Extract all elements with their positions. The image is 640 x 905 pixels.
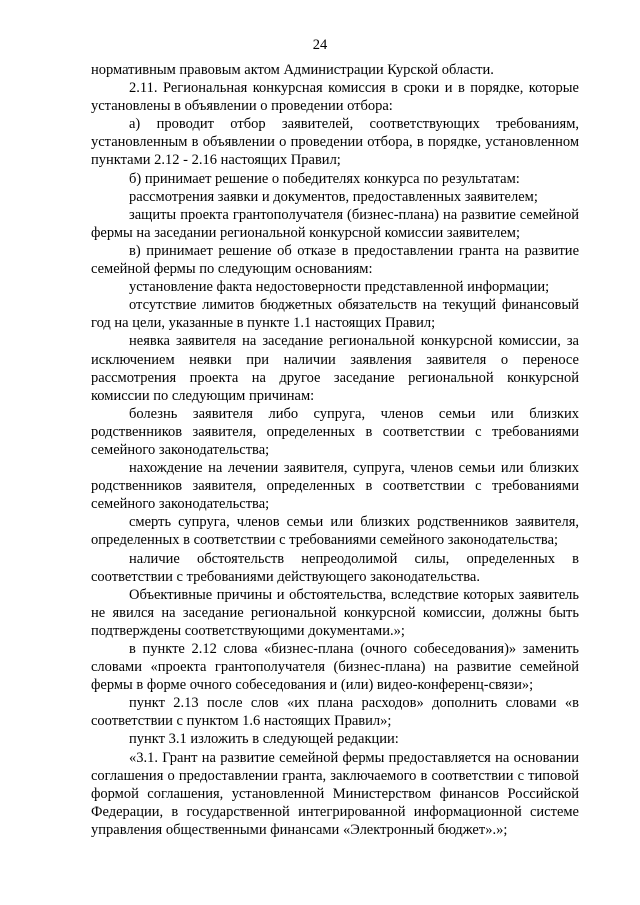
- paragraph-ground-2: отсутствие лимитов бюджетных обязательств на текущий финансовый год на цели, указанные в пункте 1.1 настоящих Правил;: [91, 297, 579, 332]
- paragraph-2-11: 2.11. Региональная конкурсная комиссия в сроки и в порядке, которые установлены в объявлении о проведении отбора:: [91, 80, 579, 115]
- paragraph-objective-reasons: Объективные причины и обстоятельства, вследствие которых заявитель не явился на заседание региональной конкурсной комиссии, должны быть подтверждены соответствующими документами.»;: [91, 586, 579, 639]
- paragraph-ground-1: установление факта недостоверности представленной информации;: [129, 279, 550, 296]
- paragraph-amend-2-13: пункт 2.13 после слов «их плана расходов» дополнить словами «в соответствии с пунктом 1.6 настоящих Правил»;: [91, 695, 579, 730]
- paragraph-ground-3: неявка заявителя на заседание региональной конкурсной комиссии, за исключением неявки при наличии заявления заявителя о переносе рассмотрения проекта на другое заседание региональной конкурсной комиссии по следующим причинам:: [91, 333, 579, 404]
- paragraph-item-a: а) проводит отбор заявителей, соответствующих требованиям, установленным в объявлении о проведении отбора, в порядке, установленном пунктами 2.12 - 2.16 настоящих Правил;: [91, 116, 579, 169]
- paragraph-amend-3-1: пункт 3.1 изложить в следующей редакции:: [129, 731, 399, 748]
- paragraph-reason-3: смерть супруга, членов семьи или близких родственников заявителя, определенных в соответствии с требованиями семейного законодательства;: [91, 514, 579, 549]
- paragraph-item-v: в) принимает решение об отказе в предоставлении гранта на развитие семейной фермы по следующим основаниям:: [91, 242, 579, 278]
- paragraph-reason-4: наличие обстоятельств непреодолимой силы, определенных в соответствии с требованиями действующего законодательства.: [91, 550, 579, 585]
- paragraph-item-b-1: рассмотрения заявки и документов, предоставленных заявителем;: [129, 188, 538, 205]
- paragraph-continuation: нормативным правовым актом Администрации Курской области.: [91, 62, 494, 78]
- paragraph-item-b: б) принимает решение о победителях конкурса по результатам:: [129, 170, 520, 187]
- body-text: [91, 61, 579, 839]
- page-number: 24: [312, 37, 328, 53]
- paragraph-item-b-2: защиты проекта грантополучателя (бизнес-плана) на развитие семейной фермы на заседании региональной конкурсной комиссии заявителем;: [91, 206, 579, 241]
- paragraph-amend-2-12: в пункте 2.12 слова «бизнес-плана (очного собеседования)» заменить словами «проекта грантополучателя (бизнес-плана) на развитие семейной фермы в форме очного собеседования и (или) видео-конференц-связи»;: [91, 641, 579, 694]
- paragraph-3-1-text: «3.1. Грант на развитие семейной фермы предоставляется на основании соглашения о предоставлении гранта, заключаемого в соответствии с типовой формой соглашения, установленной Министерством финансов Российской Федерации, в государственной интегрированной информационной системе управления общественными финансами «Электронный бюджет».»;: [91, 749, 579, 838]
- paragraph-reason-2: нахождение на лечении заявителя, супруга, членов семьи или близких родственников заявителя, определенных в соответствии с требованиями семейного законодательства;: [91, 460, 579, 513]
- paragraph-reason-1: болезнь заявителя либо супруга, членов семьи или близких родственников заявителя, определенных в соответствии с требованиями семейного законодательства;: [91, 405, 579, 458]
